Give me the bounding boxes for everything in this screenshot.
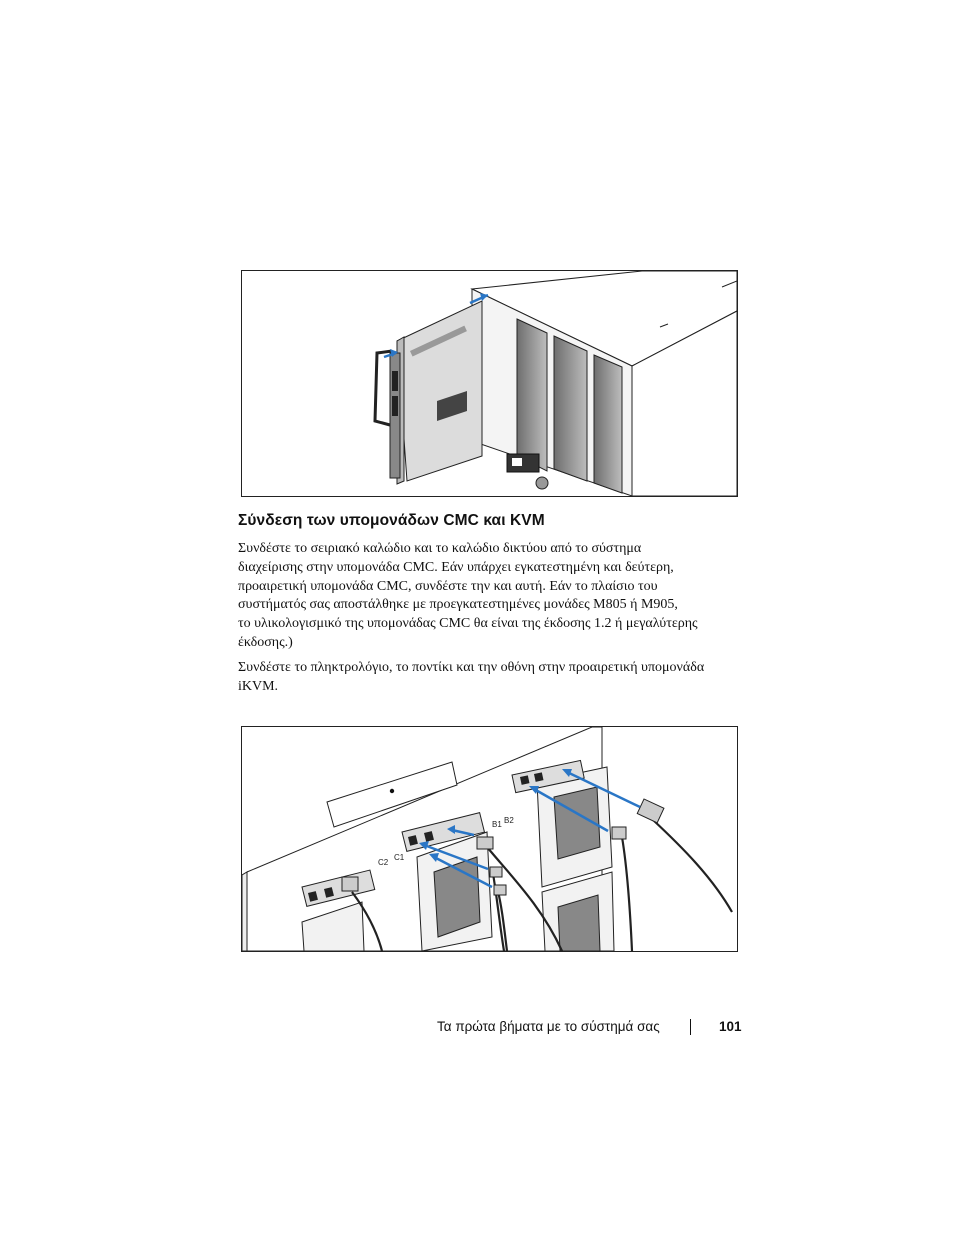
paragraph-line: συστήματός σας αποστάλθηκε με προεγκατεστημένες μονάδες M805 ή M905, <box>238 597 678 613</box>
paragraph-line: το υλικολογισμικό της υπομονάδας CMC θα είναι της έκδοσης 1.2 ή μεγαλύτερης <box>238 616 698 632</box>
paragraph-line: προαιρετική υπομονάδα CMC, συνδέστε την και αυτή. Εάν το πλαίσιο του <box>238 578 658 594</box>
slot-label: B1 <box>492 820 502 829</box>
rear-panel-illustration <box>242 727 737 951</box>
paragraph-cmc-connection <box>238 540 738 653</box>
paragraph-line: Συνδέστε το σειριακό καλώδιο και το καλώδιο δικτύου από το σύστημα <box>238 541 642 556</box>
cmc-module <box>375 301 482 484</box>
paragraph-line: διαχείρισης στην υπομονάδα CMC. Εάν υπάρχει εγκατεστημένη και δεύτερη, <box>238 559 674 575</box>
slot-label: C1 <box>394 853 405 862</box>
paragraph-line: έκδοσης.) <box>238 634 293 650</box>
footer-title: Τα πρώτα βήματα με το σύστημά σας <box>437 1019 660 1034</box>
figure-module-insertion <box>241 270 738 497</box>
footer-separator <box>690 1019 691 1035</box>
paragraph-ikvm-connection <box>238 659 738 697</box>
paragraph-line: iKVM. <box>238 678 279 694</box>
section-heading: Σύνδεση των υπομονάδων CMC και KVM <box>238 512 545 529</box>
page-number: 101 <box>719 1019 742 1034</box>
chassis-illustration <box>242 271 737 496</box>
paragraph-line: Συνδέστε το πληκτρολόγιο, το ποντίκι και την οθόνη στην προαιρετική υπομονάδα <box>238 660 705 675</box>
slot-label: B2 <box>504 816 514 825</box>
slot-label: C2 <box>378 858 389 867</box>
figure-cable-connection <box>241 726 738 952</box>
